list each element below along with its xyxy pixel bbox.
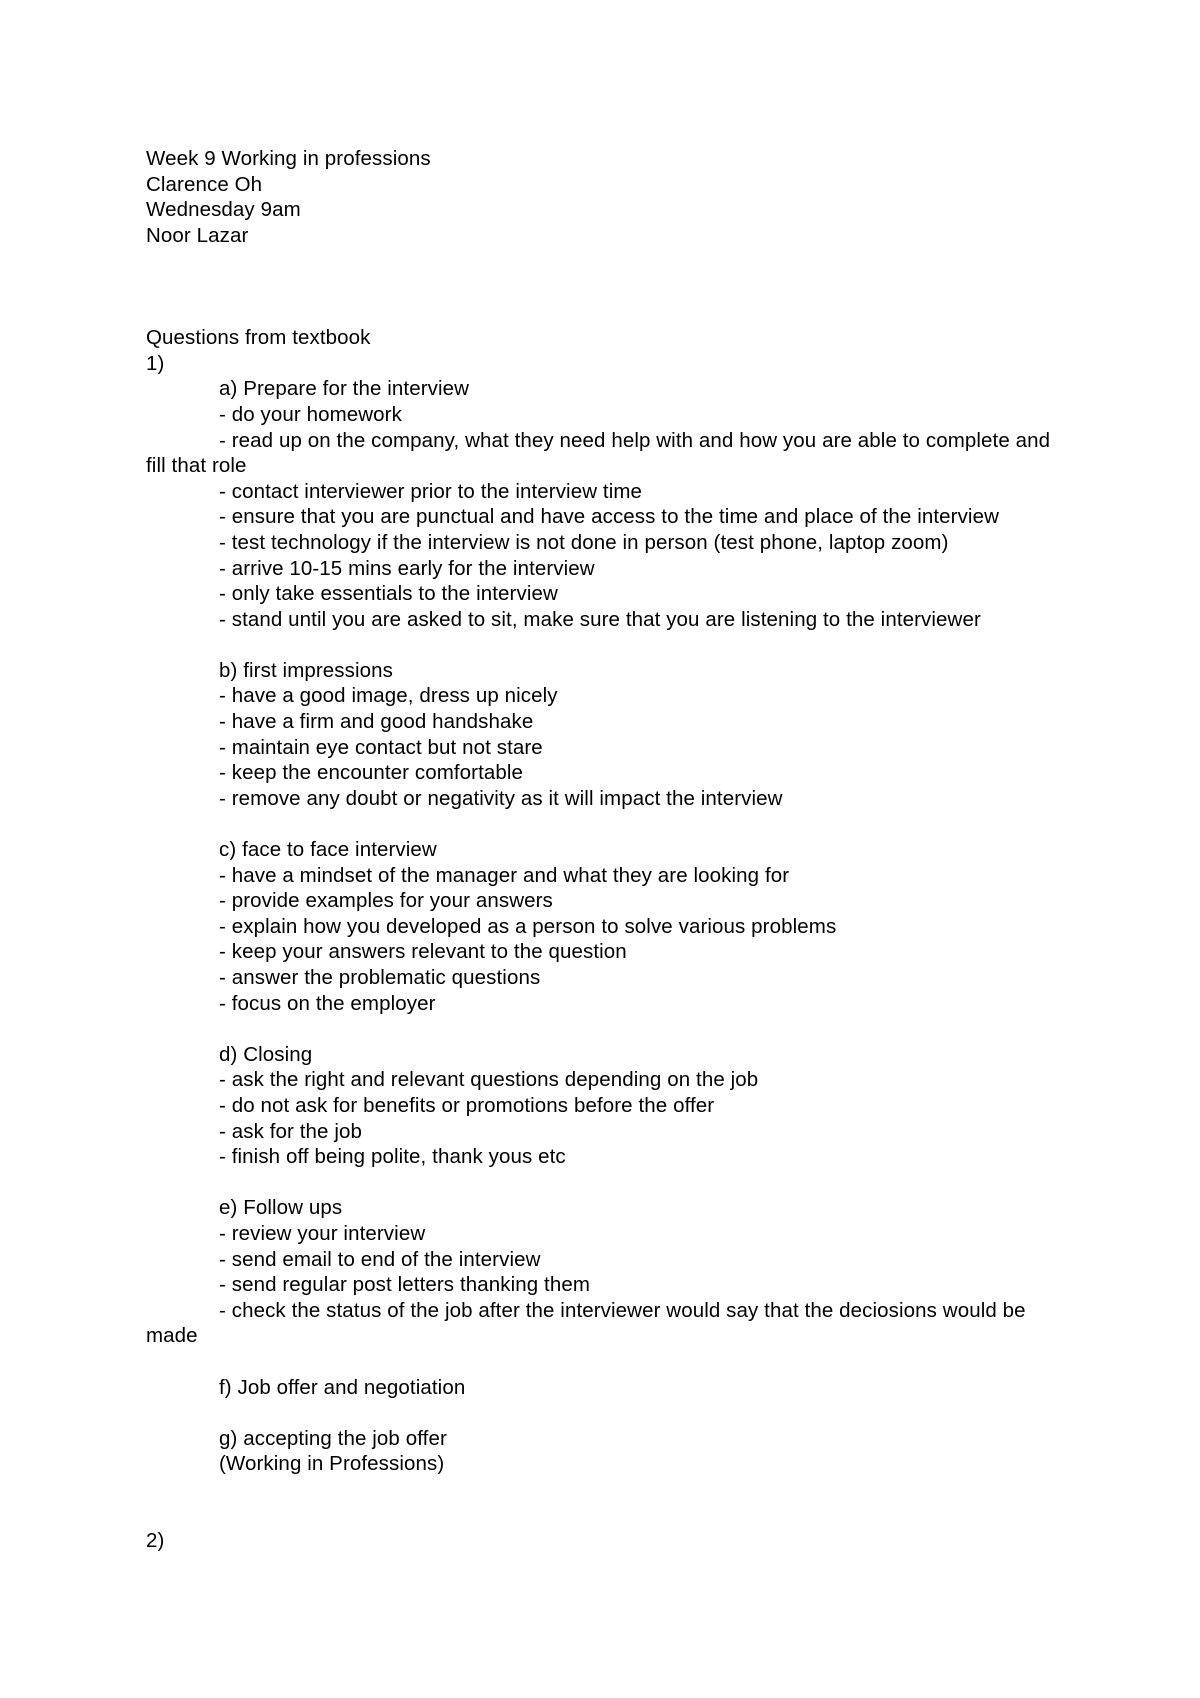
list-item: - answer the problematic questions — [219, 966, 541, 990]
subsection-f-heading: f) Job offer and negotiation — [219, 1375, 466, 1399]
subsection-a-heading: a) Prepare for the interview — [219, 377, 470, 401]
subsection-b-heading: b) first impressions — [219, 658, 394, 682]
list-item: - test technology if the interview is not done in person (test phone, laptop zoom) — [219, 530, 949, 554]
citation: (Working in Professions) — [219, 1452, 445, 1476]
list-item: - have a mindset of the manager and what they are looking for — [219, 863, 790, 887]
question-1-number: 1) — [146, 351, 165, 375]
subsection-c-heading: c) face to face interview — [219, 838, 437, 862]
subsection-e-heading: e) Follow ups — [219, 1196, 343, 1220]
tutor-name: Noor Lazar — [146, 223, 249, 247]
list-item: - explain how you developed as a person to solve various problems — [219, 914, 837, 938]
spacer — [146, 632, 1066, 658]
spacer — [146, 1400, 1066, 1426]
list-item: - ask for the job — [219, 1119, 362, 1143]
student-name: Clarence Oh — [146, 172, 263, 196]
list-item: - provide examples for your answers — [219, 889, 553, 913]
spacer — [146, 248, 1066, 325]
list-item: - remove any doubt or negativity as it will impact the interview — [219, 786, 783, 810]
spacer — [146, 1170, 1066, 1196]
document-page — [146, 146, 1066, 1554]
list-item: - keep the encounter comfortable — [219, 761, 524, 785]
list-item: - send email to end of the interview — [219, 1247, 541, 1271]
session-time: Wednesday 9am — [146, 198, 301, 222]
list-item: - review your interview — [219, 1221, 426, 1245]
subsection-d-heading: d) Closing — [219, 1042, 313, 1066]
list-item: - send regular post letters thanking them — [219, 1273, 591, 1297]
document-title: Week 9 Working in professions — [146, 147, 431, 170]
list-item: - check the status of the job after the interviewer would say that the deciosions would be made — [146, 1298, 1032, 1348]
list-item: - arrive 10-15 mins early for the interview — [219, 556, 595, 580]
list-item: - keep your answers relevant to the question — [219, 940, 627, 964]
list-item: - contact interviewer prior to the interview time — [219, 479, 643, 503]
list-item: - do not ask for benefits or promotions before the offer — [219, 1093, 715, 1117]
list-item: - stand until you are asked to sit, make sure that you are listening to the interviewer — [219, 607, 981, 631]
list-item: - ensure that you are punctual and have access to the time and place of the interview — [219, 505, 999, 529]
section-title: Questions from textbook — [146, 326, 371, 350]
list-item: - have a good image, dress up nicely — [219, 684, 558, 708]
list-item: - read up on the company, what they need help with and how you are able to complete and fill that role — [146, 428, 1056, 478]
spacer — [146, 1349, 1066, 1375]
spacer — [146, 811, 1066, 837]
list-item: - have a firm and good handshake — [219, 710, 534, 734]
spacer — [146, 1477, 1066, 1528]
spacer — [146, 1016, 1066, 1042]
list-item: - ask the right and relevant questions depending on the job — [219, 1068, 759, 1092]
list-item: - maintain eye contact but not stare — [219, 735, 543, 759]
list-item: - do your homework — [219, 402, 402, 426]
list-item: - only take essentials to the interview — [219, 582, 558, 606]
question-2-number: 2) — [146, 1529, 165, 1553]
list-item: - focus on the employer — [219, 991, 436, 1015]
subsection-g-heading: g) accepting the job offer — [219, 1426, 447, 1450]
list-item: - finish off being polite, thank yous etc — [219, 1145, 566, 1169]
